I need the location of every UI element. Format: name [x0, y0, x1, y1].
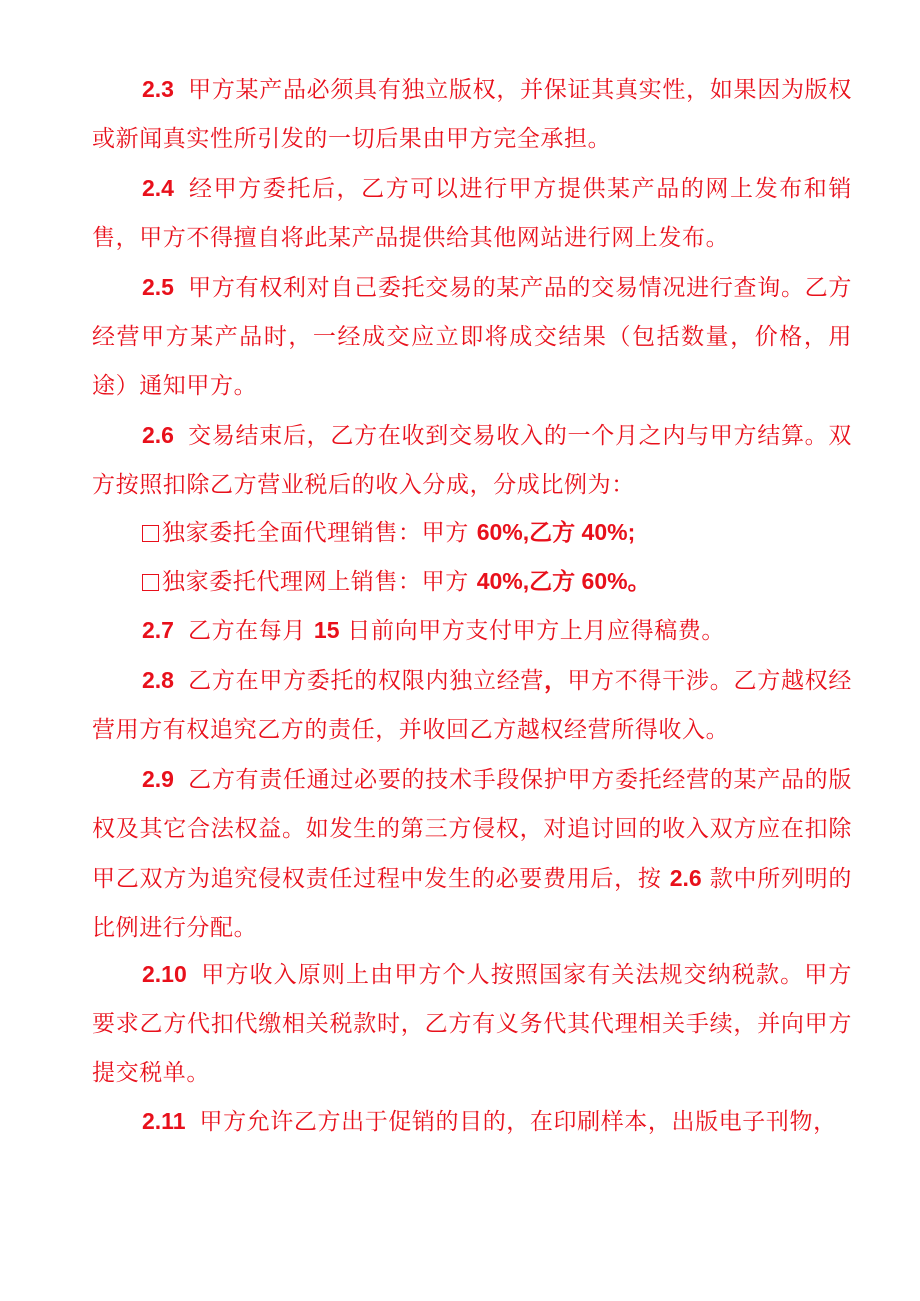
clause-number: 2.6	[142, 422, 174, 448]
clause-text: 乙方有责任通过必要的技术手段保护甲方委托经营的某产品的版权及其它合法权益。如发生的第三方侵权，对追讨回的收入双方应在扣除甲乙双方为追究侵权责任过程中发生的必要费用后，按	[92, 767, 852, 892]
clause-text-end: 甲方不得干涉。乙方越权经营用方有权追究乙方的责任，并收回乙方越权经营所得收入。	[92, 668, 853, 743]
clause-text: 甲方某产品必须具有独立版权，并保证其真实性，如果因为版权或新闻真实性所引发的一切后果由甲方完全承担。	[92, 77, 852, 152]
clause-reference: 2.6	[669, 865, 702, 891]
clause-text: 乙方在每月	[187, 618, 314, 644]
clause-number: 2.7	[142, 617, 174, 643]
clause-2-4	[92, 164, 852, 263]
clause-day: 15	[313, 617, 340, 643]
clause-2-3	[92, 65, 852, 164]
clause-2-8	[92, 656, 852, 755]
option-label: 独家委托代理网上销售：甲方	[162, 569, 477, 595]
clause-number: 2.3	[142, 76, 174, 102]
clause-number: 2.10	[142, 961, 187, 987]
clause-text: 甲方收入原则上由甲方个人按照国家有关法规交纳税款。甲方要求乙方代扣代缴相关税款时，乙方有义务代其代理相关手续，并向甲方提交税单。	[92, 962, 852, 1086]
clause-number: 2.11	[142, 1108, 186, 1134]
option-party-b-pct: 60%。	[581, 568, 651, 594]
clause-2-9	[92, 755, 852, 953]
checkbox-icon[interactable]	[142, 525, 159, 542]
clause-2-5	[92, 263, 852, 411]
clause-number: 2.9	[142, 766, 174, 792]
clause-text: 交易结束后，乙方在收到交易收入的一个月之内与甲方结算。双方按照扣除乙方营业税后的收入分成，分成比例为：	[92, 423, 852, 498]
option-label: 独家委托全面代理销售：甲方	[162, 520, 477, 546]
option-party-a-pct: 40%	[476, 568, 523, 594]
clause-number: 2.8	[142, 667, 174, 693]
clause-2-6	[92, 411, 852, 510]
option-party-a-pct: 60%	[476, 519, 523, 545]
clause-number: 2.4	[142, 175, 174, 201]
option-separator: ,乙方	[522, 519, 582, 545]
checkbox-icon[interactable]	[142, 574, 159, 591]
clause-number: 2.5	[142, 274, 174, 300]
clause-2-11	[92, 1097, 852, 1147]
option-online-agency	[142, 557, 651, 607]
clause-2-7	[92, 606, 852, 656]
option-party-b-pct: 40%;	[581, 519, 636, 545]
clause-text: 经甲方委托后，乙方可以进行甲方提供某产品的网上发布和销售，甲方不得擅自将此某产品提供给其他网站进行网上发布。	[92, 176, 852, 251]
clause-text: 甲方有权利对自己委托交易的某产品的交易情况进行查询。乙方经营甲方某产品时，一经成交应立即将成交结果（包括数量，价格，用途）通知甲方。	[92, 275, 852, 399]
clause-text: 乙方在甲方委托的权限内独立经营	[187, 668, 545, 694]
clause-text-end: 日前向甲方支付甲方上月应得稿费。	[339, 618, 726, 644]
clause-text-end: 款中所列明的比例进行分配。	[92, 866, 853, 941]
clause-2-10	[92, 950, 852, 1098]
clause-text: 甲方允许乙方出于促销的目的，在印刷样本，出版电子刊物，	[199, 1109, 837, 1135]
option-full-agency	[142, 508, 635, 558]
option-separator: ,乙方	[522, 568, 582, 594]
clause-comma: ，	[544, 667, 568, 693]
